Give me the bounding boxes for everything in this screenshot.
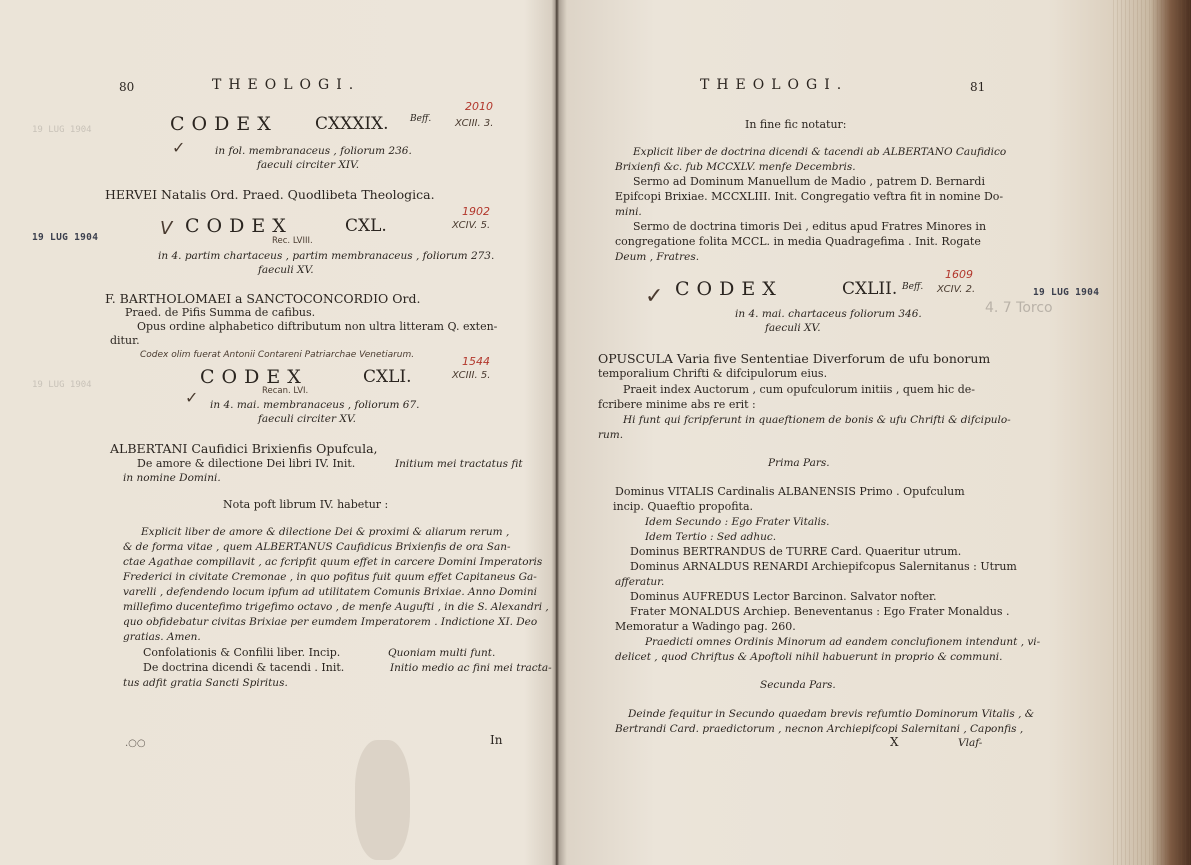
text-line: Frederici in civitate Cremonae , in quo pofitus fuit quum effet Capitaneus Ga- [123, 571, 537, 583]
text-line: Dominus BERTRANDUS de TURRE Card. Quaeritur utrum. [630, 545, 962, 558]
text-line: congregatione folita MCCL. in media Quadragefima . Init. Rogate [615, 235, 981, 248]
text-line: varelli , defendendo locum ipfum ad utilitatem Comunis Brixiae. Anno Domini [123, 586, 537, 598]
text-line: & de forma vitae , quem ALBERTANUS Caufidicus Brixienfis de ora San- [123, 541, 511, 553]
text-line: Deinde fequitur in Secundo quaedam brevis refumtio Dominorum Vitalis , & [628, 708, 1035, 720]
text-line: Dominus ARNALDUS RENARDI Archiepifcopus Salernitanus : Utrum [630, 560, 1017, 573]
text-line: Hi funt qui fcripferunt in quaeftionem de bonis & ufu Chrifti & difcipulo- [623, 414, 1011, 426]
handwritten-v: V [160, 218, 173, 239]
page-number-right: 81 [970, 80, 986, 94]
codex-incipit: in nomine Domini. [123, 472, 221, 484]
codex-number: CXLI. [363, 367, 412, 387]
codex-description: in 4. mai. membranaceus , foliorum 67. [210, 399, 420, 411]
codex-century: faeculi circiter XIV. [257, 159, 360, 171]
ghost-stamp: 19 LUG 1904 [32, 125, 92, 135]
handwritten-shelf: XCIV. 2. [937, 284, 976, 295]
ghost-stamp: 19 LUG 1904 [32, 380, 92, 390]
codex-number: CXL. [345, 216, 387, 236]
check-mark: ✓ [172, 138, 186, 157]
codex-entry: ditur. [110, 334, 140, 347]
text-line: gratias. Amen. [123, 631, 201, 643]
paper-stain [355, 740, 410, 860]
codex-entry: F. BARTHOLOMAEI a SANCTOCONCORDIO Ord. [105, 291, 421, 306]
text-line: Brixienfi &c. fub MCCXLV. menfe Decembris. [615, 161, 856, 173]
pencil-note: 4. 7 Torco [985, 300, 1053, 316]
text-line: quo obfidebatur civitas Brixiae per eumdem Imperatorem . Indictione XI. Deo [123, 616, 538, 628]
codex-entry: ALBERTANI Caufidici Brixienfis Opufcula, [110, 441, 378, 456]
handwritten-note: Codex olim fuerat Antonii Contareni Patriarchae Venetiarum. [140, 350, 415, 360]
text-line: incip. Quaeftio propofita. [613, 500, 754, 513]
text-line: Explicit liber de doctrina dicendi & tacendi ab ALBERTANO Caufidico [633, 146, 1007, 158]
catchword: Vlaf- [958, 737, 983, 749]
text-line: Bertrandi Card. praedictorum , necnon Archiepifcopi Salernitani , Caponfis , [615, 723, 1024, 735]
codex-title: CODEX [170, 113, 278, 135]
left-page [0, 0, 552, 865]
text-line: fcribere minime abs re erit : [598, 398, 756, 411]
doctrina-incipit: tus adfit gratia Sancti Spiritus. [123, 677, 288, 689]
text-line: Explicit liber de amore & dilectione Dei & proximi & aliarum rerum , [141, 526, 510, 538]
text-line: delicet , quod Chriftus & Apoftoli nihil habuerunt in proprio & communi. [615, 651, 1003, 663]
shelf-mark: Beff. [902, 282, 924, 292]
doctrina-incipit: Initio medio ac fini mei tracta- [390, 662, 552, 674]
handwritten-rec: Rec. LVIII. [272, 236, 313, 246]
handwritten-number: 1902 [462, 205, 490, 218]
page-edges [1110, 0, 1191, 865]
text-line: temporalium Chrifti & difcipulorum eius. [598, 367, 828, 380]
codex-century: faeculi XV. [258, 264, 314, 276]
section-heading: Prima Pars. [768, 457, 830, 469]
codex-title: CODEX [675, 278, 783, 300]
text-line: OPUSCULA Varia five Sententiae Diverforum de ufu bonorum [598, 351, 991, 366]
text-line: rum. [598, 429, 624, 441]
handwritten-shelf: XCIII. 5. [452, 370, 491, 381]
library-stamp: 19 LUG 1904 [1033, 287, 1100, 298]
codex-number: CXLII. [842, 279, 898, 299]
right-page [560, 0, 1120, 865]
codex-century: faeculi XV. [765, 322, 821, 334]
handwritten-rec: Recan. LVI. [262, 386, 309, 396]
codex-entry: HERVEI Natalis Ord. Praed. Quodlibeta Theologica. [105, 187, 435, 202]
codex-entry: Opus ordine alphabetico diftributum non ultra litteram Q. exten- [137, 320, 498, 333]
running-head-right: THEOLOGI. [700, 77, 849, 93]
text-line: mini. [615, 206, 642, 218]
text-line: Sermo ad Dominum Manuellum de Madio , patrem D. Bernardi [633, 175, 985, 188]
catchword: In [490, 733, 503, 747]
codex-incipit: Initium mei tractatus fit [395, 458, 523, 470]
text-line: Praeit index Auctorum , cum opufculorum initiis , quem hic de- [623, 383, 975, 396]
text-line: Dominus VITALIS Cardinalis ALBANENSIS Primo . Opufculum [615, 485, 965, 498]
codex-title: CODEX [200, 366, 308, 388]
handwritten-shelf: XCIV. 5. [452, 220, 491, 231]
consolation-entry: Confolationis & Confilii liber. Incip. [143, 646, 341, 659]
handwritten-number: 1609 [945, 268, 973, 281]
text-line: Idem Tertio : Sed adhuc. [645, 531, 777, 543]
shelf-mark: Beff. [410, 114, 432, 124]
check-mark: ✓ [185, 388, 199, 407]
page-number-left: 80 [119, 80, 135, 94]
text-line: Deum , Fratres. [615, 251, 700, 263]
signature-mark: X [890, 735, 899, 749]
section-heading: Secunda Pars. [760, 679, 836, 691]
codex-century: faeculi circiter XV. [258, 413, 356, 425]
infine-heading: In fine fic notatur: [745, 118, 847, 131]
handwritten-number: 2010 [465, 100, 493, 113]
running-head-left: THEOLOGI. [212, 77, 361, 93]
text-line: afferatur. [615, 576, 665, 588]
codex-number: CXXXIX. [315, 114, 389, 134]
text-line: Idem Secundo : Ego Frater Vitalis. [645, 516, 830, 528]
ink-mark: .○○ [125, 738, 146, 749]
doctrina-entry: De doctrina dicendi & tacendi . Init. [143, 661, 345, 674]
codex-entry: Praed. de Pifis Summa de cafibus. [125, 306, 316, 319]
codex-description: in 4. partim chartaceus , partim membranaceus , foliorum 273. [158, 250, 495, 262]
codex-title: CODEX [185, 215, 293, 237]
check-mark: ✓ [645, 284, 664, 309]
text-line: Frater MONALDUS Archiep. Beneventanus : Ego Frater Monaldus . [630, 605, 1010, 618]
library-stamp: 19 LUG 1904 [32, 232, 99, 243]
text-line: ctae Agathae compillavit , ac fcripfit quum effet in carcere Domini Imperatoris [123, 556, 543, 568]
nota-heading: Nota poft librum IV. habetur : [223, 498, 389, 511]
text-line: Dominus AUFREDUS Lector Barcinon. Salvator nofter. [630, 590, 937, 603]
handwritten-number: 1544 [462, 355, 490, 368]
text-line: Praedicti omnes Ordinis Minorum ad eandem conclufionem intendunt , vi- [645, 636, 1041, 648]
codex-description: in 4. mai. chartaceus foliorum 346. [735, 308, 922, 320]
consolation-incipit: Quoniam multi funt. [388, 647, 496, 659]
text-line: Epifcopi Brixiae. MCCXLIII. Init. Congregatio veftra fit in nomine Do- [615, 190, 1004, 203]
text-line: millefimo ducentefimo trigefimo octavo , de menfe Augufti , in die S. Alexandri , [123, 601, 549, 613]
codex-description: in fol. membranaceus , foliorum 236. [215, 145, 412, 157]
text-line: Memoratur a Wadingo pag. 260. [615, 620, 796, 633]
handwritten-shelf: XCIII. 3. [455, 118, 494, 129]
text-line: Sermo de doctrina timoris Dei , editus apud Fratres Minores in [633, 220, 987, 233]
codex-entry: De amore & dilectione Dei libri IV. Init. [137, 457, 356, 470]
